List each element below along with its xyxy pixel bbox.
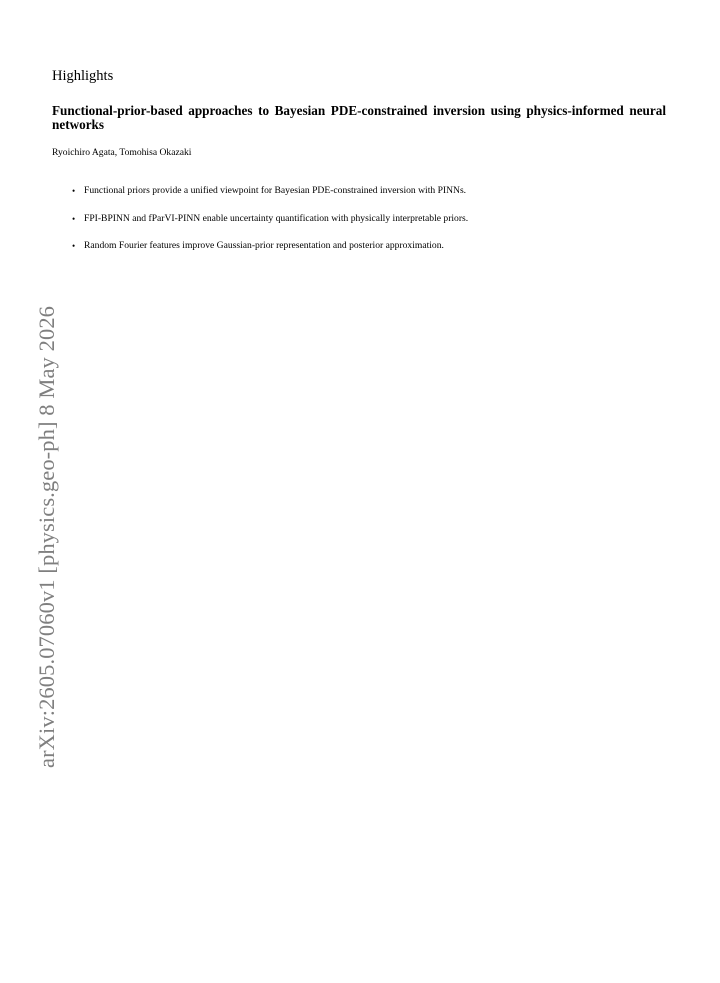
highlight-text: Random Fourier features improve Gaussian-prior representation and posterior approximation. <box>84 240 444 251</box>
bullet-icon: • <box>72 186 76 196</box>
highlight-item <box>72 240 672 252</box>
section-title: Highlights <box>52 68 114 84</box>
author-list: Ryoichiro Agata, Tomohisa Okazaki <box>52 147 192 158</box>
highlights-list <box>72 185 672 268</box>
highlight-text: Functional priors provide a unified viewpoint for Bayesian PDE-constrained inversion with PINNs. <box>84 185 467 196</box>
arxiv-identifier-stamp: arXiv:2605.07060v1 [physics.geo-ph] 8 May 2026 <box>34 305 59 768</box>
highlight-item <box>72 213 672 225</box>
bullet-icon: • <box>72 213 76 224</box>
paper-title: Functional-prior-based approaches to Bayesian PDE-constrained inversion using physics-informed neural networks <box>52 103 666 132</box>
highlight-item <box>72 185 672 197</box>
highlight-text: FPI-BPINN and fParVI-PINN enable uncertainty quantification with physically interpretable priors. <box>84 212 469 224</box>
bullet-icon: • <box>72 241 76 251</box>
